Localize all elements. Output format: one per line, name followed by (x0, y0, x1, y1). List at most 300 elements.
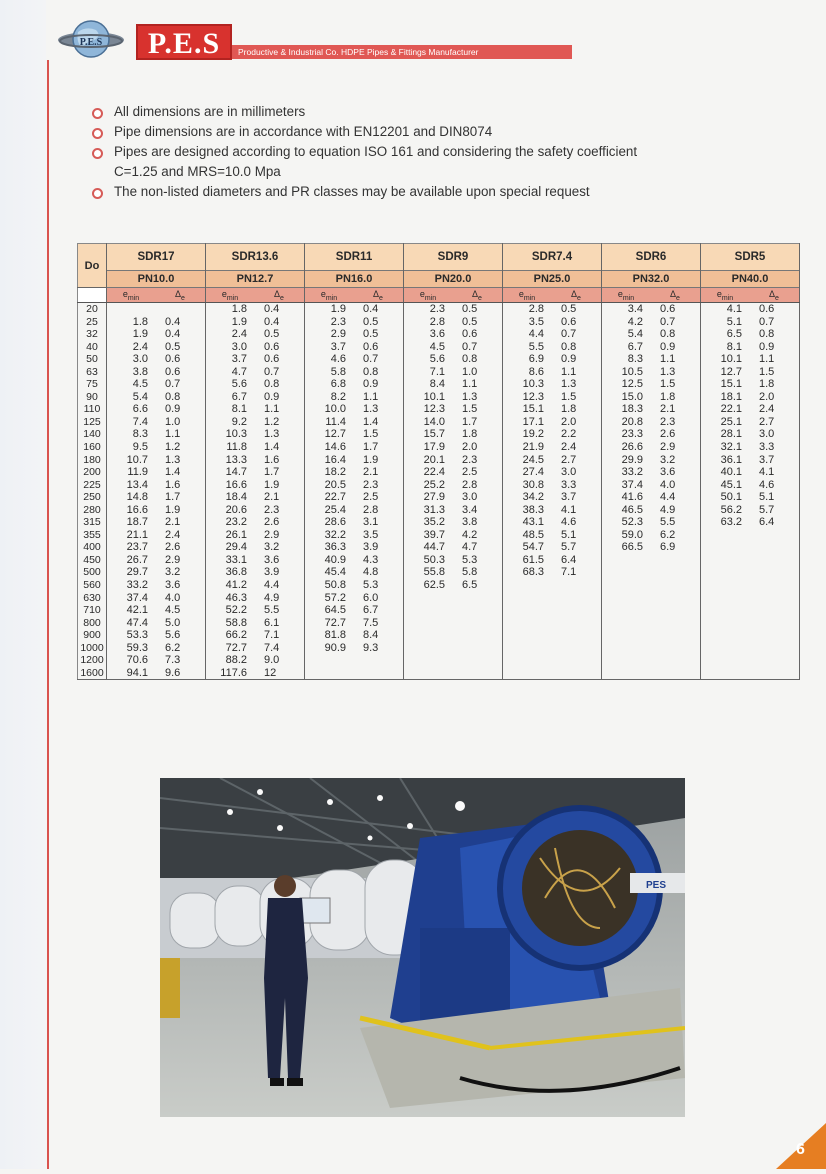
sdr-header: SDR5 (701, 244, 800, 271)
delta-e-cell: 1.7 (155, 491, 206, 504)
left-margin-shade (0, 0, 46, 1169)
emin-cell: 29.9 (602, 454, 651, 467)
emin-cell: 52.3 (602, 516, 651, 529)
delta-e-cell: 2.0 (452, 441, 503, 454)
emin-cell: 33.2 (107, 579, 156, 592)
do-cell: 90 (78, 391, 107, 404)
emin-cell: 16.6 (206, 479, 255, 492)
emin-cell: 14.6 (305, 441, 354, 454)
delta-e-cell (551, 592, 602, 605)
delta-e-cell: 8.4 (353, 629, 404, 642)
emin-cell: 66.2 (206, 629, 255, 642)
header-tagline: Productive & Industrial Co. HDPE Pipes & Fittings Manufacturer (232, 45, 572, 59)
do-cell: 20 (78, 303, 107, 316)
note-item: Pipe dimensions are in accordance with EN12201 and DIN8074 (92, 122, 772, 142)
delta-e-cell: 1.0 (155, 416, 206, 429)
emin-cell: 6.5 (701, 328, 750, 341)
table-row (78, 592, 800, 605)
table-row (78, 566, 800, 579)
emin-cell: 4.1 (701, 303, 750, 316)
do-cell: 1600 (78, 667, 107, 680)
delta-e-cell: 1.1 (254, 403, 305, 416)
emin-cell: 23.2 (206, 516, 255, 529)
delta-e-subheader: $\Delta_e$ (254, 288, 305, 303)
emin-cell: 28.1 (701, 428, 750, 441)
emin-cell (404, 629, 453, 642)
delta-e-cell (650, 629, 701, 642)
delta-e-cell: 3.0 (749, 428, 800, 441)
emin-cell: 7.1 (404, 366, 453, 379)
delta-e-cell: 3.2 (155, 566, 206, 579)
emin-cell: 7.4 (107, 416, 156, 429)
emin-cell: 48.5 (503, 529, 552, 542)
table-row (78, 479, 800, 492)
emin-cell: 63.2 (701, 516, 750, 529)
emin-cell: 1.8 (107, 316, 156, 329)
emin-cell: 6.6 (107, 403, 156, 416)
emin-cell: 3.8 (107, 366, 156, 379)
bullet-icon (92, 148, 103, 159)
emin-cell: 10.3 (503, 378, 552, 391)
note-item: Pipes are designed according to equation ISO 161 and considering the safety coefficient (92, 142, 772, 162)
delta-e-cell: 2.8 (353, 504, 404, 517)
emin-cell: 43.1 (503, 516, 552, 529)
delta-e-cell: 1.3 (155, 454, 206, 467)
emin-cell: 81.8 (305, 629, 354, 642)
emin-subheader: $e_{min}$ (701, 288, 750, 303)
do-cell: 200 (78, 466, 107, 479)
note-item: The non-listed diameters and PR classes may be available upon special request (92, 182, 772, 202)
delta-e-cell: 1.8 (650, 391, 701, 404)
delta-e-cell: 9.3 (353, 642, 404, 655)
bullet-icon (92, 128, 103, 139)
pipe-extrusion-machine-image (160, 778, 685, 1117)
delta-e-cell (650, 604, 701, 617)
emin-cell: 90.9 (305, 642, 354, 655)
delta-e-cell: 0.8 (254, 378, 305, 391)
emin-cell: 1.9 (305, 303, 354, 316)
emin-cell (503, 617, 552, 630)
emin-cell: 12.3 (404, 403, 453, 416)
emin-cell: 16.4 (305, 454, 354, 467)
delta-e-cell: 1.5 (650, 378, 701, 391)
delta-e-cell: 2.5 (452, 466, 503, 479)
delta-e-cell: 3.6 (254, 554, 305, 567)
delta-e-cell (749, 529, 800, 542)
emin-cell (404, 604, 453, 617)
pn-header: PN40.0 (701, 271, 800, 288)
emin-cell: 4.2 (602, 316, 651, 329)
emin-cell: 10.7 (107, 454, 156, 467)
emin-cell: 2.8 (404, 316, 453, 329)
delta-e-cell: 4.0 (155, 592, 206, 605)
emin-cell: 5.6 (206, 378, 255, 391)
emin-cell: 88.2 (206, 654, 255, 667)
emin-cell: 27.9 (404, 491, 453, 504)
emin-cell: 52.2 (206, 604, 255, 617)
emin-cell: 10.5 (602, 366, 651, 379)
emin-cell: 6.7 (206, 391, 255, 404)
do-cell: 110 (78, 403, 107, 416)
delta-e-cell: 2.7 (551, 454, 602, 467)
emin-cell: 72.7 (305, 617, 354, 630)
delta-e-cell: 1.5 (353, 428, 404, 441)
do-cell: 400 (78, 541, 107, 554)
delta-e-cell: 2.4 (155, 529, 206, 542)
delta-e-cell: 5.1 (551, 529, 602, 542)
emin-cell: 20.8 (602, 416, 651, 429)
emin-cell: 32.1 (701, 441, 750, 454)
delta-e-cell: 2.6 (254, 516, 305, 529)
delta-e-cell: 3.7 (749, 454, 800, 467)
delta-e-cell: 0.5 (353, 328, 404, 341)
emin-cell: 6.9 (503, 353, 552, 366)
delta-e-cell: 3.9 (353, 541, 404, 554)
delta-e-cell: 1.1 (353, 391, 404, 404)
delta-e-cell: 6.7 (353, 604, 404, 617)
emin-cell (305, 654, 354, 667)
emin-cell: 26.1 (206, 529, 255, 542)
delta-e-cell: 2.4 (551, 441, 602, 454)
emin-cell: 22.7 (305, 491, 354, 504)
pipe-dimension-table (77, 243, 800, 680)
emin-cell: 5.8 (305, 366, 354, 379)
delta-e-cell (749, 604, 800, 617)
emin-cell (602, 592, 651, 605)
emin-cell (305, 667, 354, 680)
delta-e-cell (749, 629, 800, 642)
emin-cell: 94.1 (107, 667, 156, 680)
emin-cell: 9.5 (107, 441, 156, 454)
emin-cell: 2.3 (404, 303, 453, 316)
emin-cell: 15.7 (404, 428, 453, 441)
delta-e-cell: 5.6 (155, 629, 206, 642)
emin-cell: 15.1 (503, 403, 552, 416)
delta-e-cell: 5.5 (254, 604, 305, 617)
do-cell: 800 (78, 617, 107, 630)
delta-e-cell: 4.6 (749, 479, 800, 492)
emin-cell: 25.1 (701, 416, 750, 429)
do-cell: 355 (78, 529, 107, 542)
delta-e-cell: 4.4 (254, 579, 305, 592)
delta-e-cell: 1.5 (452, 403, 503, 416)
delta-e-cell: 4.2 (452, 529, 503, 542)
delta-e-cell: 7.5 (353, 617, 404, 630)
emin-cell (701, 629, 750, 642)
delta-e-cell: 1.9 (254, 479, 305, 492)
delta-e-cell (452, 667, 503, 680)
emin-cell (701, 642, 750, 655)
emin-cell (701, 604, 750, 617)
emin-subheader: $e_{min}$ (503, 288, 552, 303)
delta-e-cell: 2.9 (155, 554, 206, 567)
delta-e-subheader: $\Delta_e$ (353, 288, 404, 303)
delta-e-cell: 0.4 (353, 303, 404, 316)
emin-cell: 1.8 (206, 303, 255, 316)
emin-cell: 70.6 (107, 654, 156, 667)
emin-cell: 11.8 (206, 441, 255, 454)
emin-cell: 6.7 (602, 341, 651, 354)
delta-e-cell: 5.3 (452, 554, 503, 567)
delta-e-cell: 0.7 (650, 316, 701, 329)
do-cell: 900 (78, 629, 107, 642)
delta-e-cell: 1.3 (254, 428, 305, 441)
delta-e-cell (155, 303, 206, 316)
emin-cell: 10.1 (404, 391, 453, 404)
bullet-icon (92, 108, 103, 119)
factory-photo (160, 778, 685, 1117)
emin-cell: 54.7 (503, 541, 552, 554)
delta-e-cell (749, 592, 800, 605)
delta-e-cell (749, 566, 800, 579)
delta-e-cell: 3.1 (353, 516, 404, 529)
table-row (78, 491, 800, 504)
emin-cell: 11.4 (305, 416, 354, 429)
delta-e-cell: 2.1 (254, 491, 305, 504)
emin-cell: 9.2 (206, 416, 255, 429)
emin-cell: 36.8 (206, 566, 255, 579)
emin-cell (503, 654, 552, 667)
emin-cell: 22.1 (701, 403, 750, 416)
delta-e-cell: 0.7 (749, 316, 800, 329)
delta-e-cell: 2.3 (452, 454, 503, 467)
do-cell: 140 (78, 428, 107, 441)
emin-cell: 38.3 (503, 504, 552, 517)
delta-e-cell: 3.9 (254, 566, 305, 579)
emin-cell (701, 579, 750, 592)
machine-badge: PES (646, 880, 667, 891)
delta-e-cell: 2.3 (650, 416, 701, 429)
delta-e-cell: 0.6 (452, 328, 503, 341)
emin-cell (701, 654, 750, 667)
do-cell: 125 (78, 416, 107, 429)
delta-e-cell: 0.9 (650, 341, 701, 354)
emin-cell: 13.3 (206, 454, 255, 467)
page-number: 6 (796, 1141, 805, 1158)
delta-e-cell: 1.3 (650, 366, 701, 379)
delta-e-cell: 7.3 (155, 654, 206, 667)
emin-cell (701, 667, 750, 680)
emin-cell: 29.7 (107, 566, 156, 579)
delta-e-cell: 0.6 (353, 341, 404, 354)
delta-e-cell: 2.6 (650, 428, 701, 441)
do-cell: 1200 (78, 654, 107, 667)
delta-e-cell: 1.2 (155, 441, 206, 454)
delta-e-cell: 3.0 (452, 491, 503, 504)
delta-e-cell: 5.5 (650, 516, 701, 529)
delta-e-cell: 1.6 (254, 454, 305, 467)
delta-e-cell: 2.9 (650, 441, 701, 454)
delta-e-cell (551, 642, 602, 655)
delta-e-cell: 0.5 (452, 316, 503, 329)
delta-e-cell: 6.4 (749, 516, 800, 529)
emin-cell (602, 667, 651, 680)
sdr-header: SDR13.6 (206, 244, 305, 271)
table-row (78, 403, 800, 416)
emin-cell: 2.3 (305, 316, 354, 329)
emin-cell (404, 667, 453, 680)
table-row (78, 341, 800, 354)
emin-cell: 20.5 (305, 479, 354, 492)
emin-cell: 8.4 (404, 378, 453, 391)
delta-e-cell (452, 642, 503, 655)
emin-cell: 46.3 (206, 592, 255, 605)
delta-e-cell (749, 654, 800, 667)
delta-e-cell (551, 579, 602, 592)
do-cell: 315 (78, 516, 107, 529)
delta-e-cell: 2.0 (749, 391, 800, 404)
delta-e-cell (749, 554, 800, 567)
margin-rule (47, 60, 49, 1169)
emin-cell: 3.7 (206, 353, 255, 366)
delta-e-cell: 7.1 (254, 629, 305, 642)
delta-e-cell: 0.7 (551, 328, 602, 341)
delta-e-cell: 1.8 (551, 403, 602, 416)
delta-e-cell: 6.4 (551, 554, 602, 567)
emin-cell (602, 617, 651, 630)
emin-cell: 8.3 (107, 428, 156, 441)
do-subheader-blank (78, 288, 107, 303)
emin-cell: 11.9 (107, 466, 156, 479)
delta-e-cell: 6.5 (452, 579, 503, 592)
emin-cell: 59.3 (107, 642, 156, 655)
emin-cell: 18.3 (602, 403, 651, 416)
do-cell: 225 (78, 479, 107, 492)
table-row (78, 428, 800, 441)
delta-e-cell (452, 629, 503, 642)
delta-e-cell: 1.5 (749, 366, 800, 379)
emin-cell: 5.6 (404, 353, 453, 366)
emin-cell: 3.4 (602, 303, 651, 316)
emin-cell: 14.8 (107, 491, 156, 504)
delta-e-cell: 2.6 (155, 541, 206, 554)
delta-e-cell: 2.3 (254, 504, 305, 517)
delta-e-cell: 1.1 (749, 353, 800, 366)
emin-cell: 18.1 (701, 391, 750, 404)
globe-logo-icon (56, 18, 126, 62)
delta-e-cell: 0.5 (353, 316, 404, 329)
emin-cell: 23.3 (602, 428, 651, 441)
bullet-icon (92, 188, 103, 199)
pn-header: PN16.0 (305, 271, 404, 288)
emin-cell (107, 303, 156, 316)
table-row (78, 541, 800, 554)
delta-e-cell: 1.7 (254, 466, 305, 479)
do-cell: 25 (78, 316, 107, 329)
page-number-badge (776, 1123, 826, 1169)
delta-e-cell (650, 654, 701, 667)
table-row (78, 441, 800, 454)
delta-e-cell: 1.8 (749, 378, 800, 391)
delta-e-cell (452, 592, 503, 605)
emin-cell: 10.1 (701, 353, 750, 366)
emin-cell: 66.5 (602, 541, 651, 554)
emin-cell: 21.1 (107, 529, 156, 542)
emin-cell: 46.5 (602, 504, 651, 517)
emin-cell: 5.1 (701, 316, 750, 329)
delta-e-cell (650, 566, 701, 579)
emin-cell: 12.5 (602, 378, 651, 391)
delta-e-cell: 1.3 (551, 378, 602, 391)
emin-cell: 117.6 (206, 667, 255, 680)
delta-e-cell: 2.1 (650, 403, 701, 416)
emin-cell (602, 604, 651, 617)
emin-cell: 8.1 (206, 403, 255, 416)
emin-cell: 12.3 (503, 391, 552, 404)
delta-e-cell: 1.8 (452, 428, 503, 441)
delta-e-cell: 1.4 (353, 416, 404, 429)
emin-cell: 40.9 (305, 554, 354, 567)
emin-cell: 41.6 (602, 491, 651, 504)
delta-e-cell: 0.8 (650, 328, 701, 341)
delta-e-cell: 4.7 (452, 541, 503, 554)
emin-cell (602, 566, 651, 579)
delta-e-cell: 0.8 (551, 341, 602, 354)
delta-e-cell: 3.8 (452, 516, 503, 529)
delta-e-cell (749, 541, 800, 554)
delta-e-cell: 5.1 (749, 491, 800, 504)
emin-cell: 44.7 (404, 541, 453, 554)
emin-cell: 10.3 (206, 428, 255, 441)
emin-cell (503, 667, 552, 680)
emin-cell: 32.2 (305, 529, 354, 542)
delta-e-cell: 6.0 (353, 592, 404, 605)
emin-cell (503, 592, 552, 605)
delta-e-cell (749, 579, 800, 592)
pn-header: PN20.0 (404, 271, 503, 288)
emin-cell (602, 642, 651, 655)
emin-cell: 26.6 (602, 441, 651, 454)
delta-e-cell: 6.1 (254, 617, 305, 630)
emin-cell: 40.1 (701, 466, 750, 479)
emin-subheader: $e_{min}$ (305, 288, 354, 303)
do-cell: 560 (78, 579, 107, 592)
do-cell: 450 (78, 554, 107, 567)
emin-cell (701, 592, 750, 605)
emin-cell: 27.4 (503, 466, 552, 479)
emin-cell: 2.4 (206, 328, 255, 341)
emin-cell: 24.5 (503, 454, 552, 467)
do-cell: 710 (78, 604, 107, 617)
delta-e-cell: 0.7 (155, 378, 206, 391)
delta-e-cell: 6.2 (155, 642, 206, 655)
delta-e-cell: 4.1 (749, 466, 800, 479)
delta-e-cell: 1.3 (452, 391, 503, 404)
delta-e-cell: 2.5 (353, 491, 404, 504)
emin-cell: 58.8 (206, 617, 255, 630)
delta-e-cell: 0.8 (452, 353, 503, 366)
table-row (78, 554, 800, 567)
delta-e-cell: 0.9 (353, 378, 404, 391)
delta-e-cell: 4.6 (551, 516, 602, 529)
emin-cell: 12.7 (701, 366, 750, 379)
delta-e-cell (452, 604, 503, 617)
emin-cell: 4.6 (305, 353, 354, 366)
emin-cell: 15.0 (602, 391, 651, 404)
emin-cell: 13.4 (107, 479, 156, 492)
pn-header: PN12.7 (206, 271, 305, 288)
do-cell: 63 (78, 366, 107, 379)
emin-cell: 36.1 (701, 454, 750, 467)
emin-cell: 6.8 (305, 378, 354, 391)
emin-cell (701, 541, 750, 554)
table-row (78, 303, 800, 316)
emin-cell: 31.3 (404, 504, 453, 517)
delta-e-cell: 1.9 (155, 504, 206, 517)
table-row (78, 504, 800, 517)
emin-cell: 50.3 (404, 554, 453, 567)
emin-cell: 37.4 (107, 592, 156, 605)
